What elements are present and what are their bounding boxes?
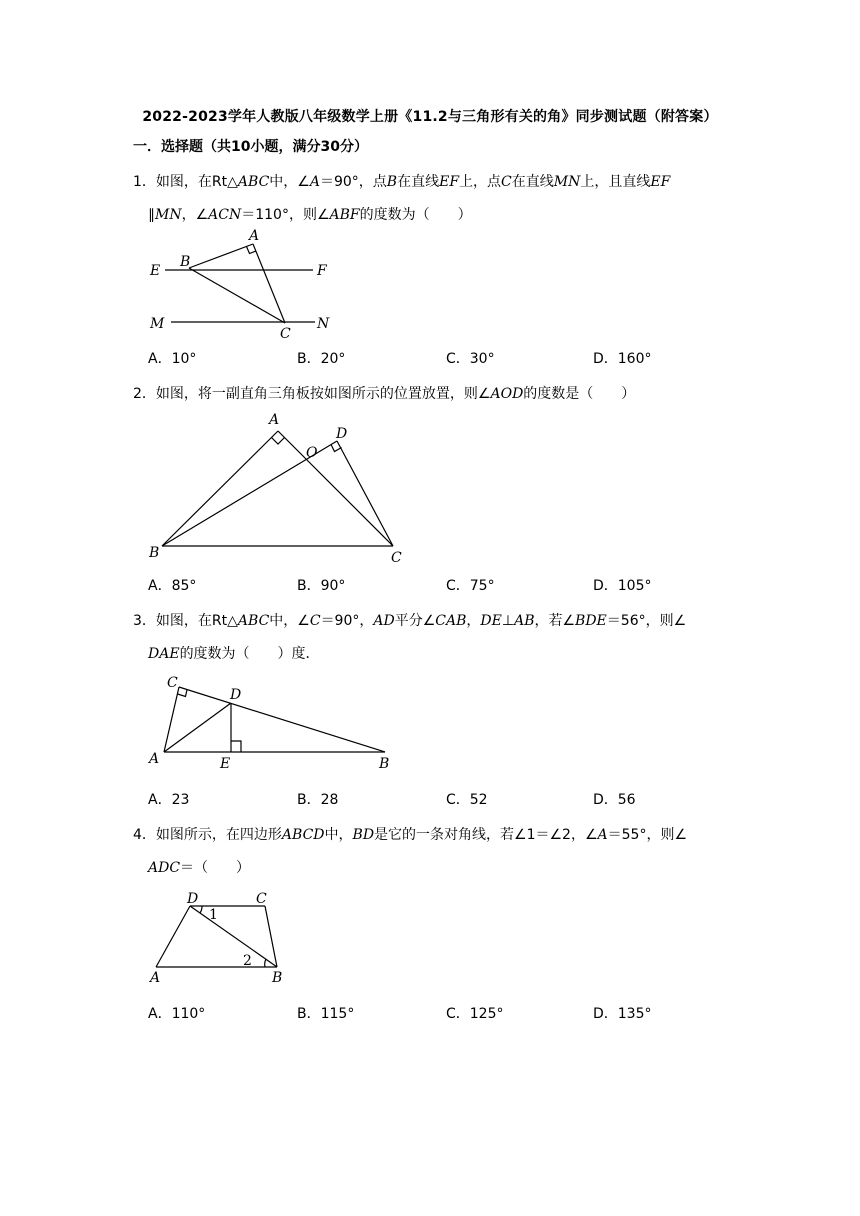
question-2-option-c[interactable]: C．75° — [446, 578, 495, 594]
question-3-line-1: 3．如图，在Rt△ABC中，∠C＝90°，AD平分∠CAB，DE⊥AB，若∠BDE＝56°，则∠ — [133, 613, 687, 629]
label-A: A — [149, 751, 160, 767]
label-B: B — [272, 970, 283, 986]
question-4-figure — [145, 885, 305, 995]
math-variable: ABCD — [281, 827, 325, 843]
right-angle-mark-A — [272, 438, 285, 445]
math-variable: AD — [373, 613, 395, 629]
label-C: C — [167, 675, 178, 691]
question-1-figure — [145, 228, 345, 342]
question-1-line-2: ∥MN，∠ACN＝110°，则∠ABF的度数为（ ） — [148, 207, 472, 223]
math-variable: C — [501, 174, 512, 190]
label-D: D — [336, 426, 348, 442]
section-heading: 一．选择题（共10小题，满分30分） — [133, 139, 368, 155]
math-variable: ABC — [237, 613, 270, 629]
label-C: C — [280, 326, 291, 342]
math-variable: MN — [155, 207, 182, 223]
question-1-option-c[interactable]: C．30° — [446, 351, 495, 367]
label-B: B — [180, 254, 191, 270]
segment-AC — [278, 431, 393, 546]
math-variable: BD — [352, 827, 375, 843]
math-variable: MN — [553, 174, 581, 190]
segment-CB — [265, 906, 277, 967]
label-D: D — [230, 687, 242, 703]
segment-BA — [162, 431, 278, 546]
math-variable: A — [597, 827, 608, 843]
question-4-option-c[interactable]: C．125° — [446, 1006, 504, 1022]
label-F: F — [317, 263, 327, 279]
question-4-line-1: 4．如图所示，在四边形ABCD中，BD是它的一条对角线，若∠1＝∠2，∠A＝55°，则∠ — [133, 827, 688, 843]
question-3-figure — [145, 670, 405, 780]
label-D: D — [187, 891, 199, 907]
question-3-line-2: DAE的度数为（ ）度． — [148, 646, 320, 662]
question-4-option-b[interactable]: B．115° — [297, 1006, 355, 1022]
label-E: E — [150, 263, 161, 279]
math-variable: DAE — [148, 646, 180, 662]
question-4-line-2: ADC＝（ ） — [148, 860, 251, 876]
question-4-option-d[interactable]: D．135° — [593, 1006, 652, 1022]
question-2-option-b[interactable]: B．90° — [297, 578, 346, 594]
segment-AD — [156, 906, 190, 967]
angle-arc-2 — [265, 959, 266, 967]
label-angle-1: 1 — [209, 907, 218, 923]
segment-BA — [189, 244, 253, 268]
question-1-option-a[interactable]: A．10° — [148, 351, 197, 367]
question-2-option-d[interactable]: D．105° — [593, 578, 652, 594]
question-4-option-a[interactable]: A．110° — [148, 1006, 206, 1022]
angle-arc-1 — [200, 906, 202, 913]
label-B: B — [149, 545, 160, 561]
label-C: C — [391, 550, 402, 566]
question-number: 3． — [133, 613, 156, 629]
math-variable: CAB — [435, 613, 467, 629]
math-variable: DE — [480, 613, 502, 629]
math-variable: AOD — [490, 386, 524, 402]
label-B: B — [379, 756, 390, 772]
question-2-line-1: 2．如图，将一副直角三角板按如图所示的位置放置，则∠AOD的度数是（ ） — [133, 386, 636, 402]
question-1-option-d[interactable]: D．160° — [593, 351, 652, 367]
math-variable: AB — [514, 613, 535, 629]
right-angle-mark-C — [178, 690, 188, 697]
segment-DC — [337, 441, 393, 546]
label-E: E — [220, 756, 231, 772]
math-variable: B — [386, 174, 398, 190]
question-2-figure — [145, 405, 415, 565]
page-title: 2022-2023学年人教版八年级数学上册《11.2与三角形有关的角》同步测试题（附答案） — [142, 109, 718, 125]
question-3-option-a[interactable]: A．23 — [148, 792, 190, 808]
question-number: 2． — [133, 386, 156, 402]
label-A: A — [150, 970, 161, 986]
label-O: O — [306, 445, 318, 461]
question-3-option-b[interactable]: B．28 — [297, 792, 339, 808]
label-N: N — [317, 316, 330, 332]
math-variable: EF — [650, 174, 671, 190]
question-1-line-1: 1．如图，在Rt△ABC中，∠A＝90°，点B在直线EF上，点C在直线MN上，且直线EF — [133, 174, 671, 190]
math-variable: BDE — [575, 613, 607, 629]
question-2-option-a[interactable]: A．85° — [148, 578, 197, 594]
segment-DB — [190, 906, 277, 967]
label-angle-2: 2 — [243, 953, 252, 969]
question-3-option-d[interactable]: D．56 — [593, 792, 636, 808]
label-A: A — [269, 412, 280, 428]
label-M: M — [150, 316, 165, 332]
question-number: 1． — [133, 174, 156, 190]
math-variable: EF — [439, 174, 460, 190]
question-1-option-b[interactable]: B．20° — [297, 351, 346, 367]
math-variable: ABC — [237, 174, 270, 190]
math-variable: C — [309, 613, 321, 629]
label-C: C — [256, 891, 267, 907]
segment-BC — [189, 268, 285, 323]
math-variable: ABF — [329, 207, 360, 223]
right-angle-mark-E — [231, 741, 241, 752]
segment-AC — [253, 244, 285, 323]
question-3-option-c[interactable]: C．52 — [446, 792, 488, 808]
math-variable: A — [309, 174, 320, 190]
question-number: 4． — [133, 827, 156, 843]
math-variable: ACN — [208, 207, 242, 223]
label-A: A — [249, 228, 260, 244]
segment-CB — [179, 687, 385, 752]
math-variable: ADC — [148, 860, 181, 876]
